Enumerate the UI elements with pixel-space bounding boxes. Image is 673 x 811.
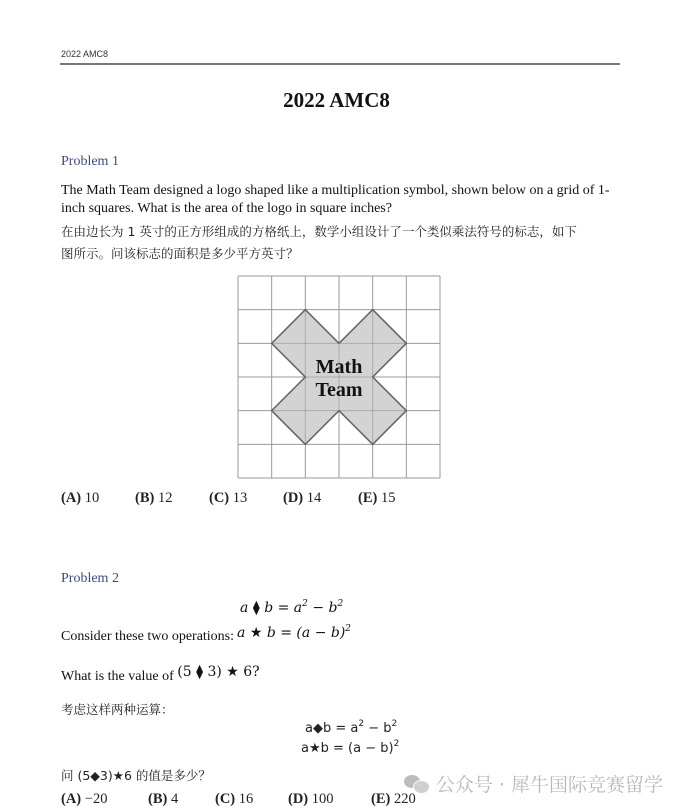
choice-b-value: 4 bbox=[170, 791, 179, 807]
choice-d[interactable] bbox=[283, 490, 358, 507]
question-expression: (5 ⧫ 3) ★ 6? bbox=[177, 664, 260, 680]
choice-a-label: (A) bbox=[61, 791, 82, 807]
op1-exp2: 2 bbox=[337, 599, 344, 609]
problem-1-text-zh-line2: 图所示。问该标志的面积是多少平方英寸？ bbox=[61, 246, 299, 261]
page-title: 2022 AMC8 bbox=[283, 88, 390, 112]
op1-a: a bbox=[240, 600, 249, 616]
choice-b[interactable] bbox=[135, 490, 209, 507]
choice-c[interactable] bbox=[209, 490, 283, 507]
choice-e-label: (E) bbox=[358, 490, 378, 506]
choice-b-label: (B) bbox=[135, 490, 155, 506]
choice-a[interactable] bbox=[61, 490, 135, 507]
zh-op1-tail: − b bbox=[364, 721, 392, 736]
choice-b-label: (B) bbox=[148, 791, 168, 807]
problem-1-text-en-line1: The Math Team designed a logo shaped like a multiplication symbol, shown below on a grid of 1- bbox=[61, 183, 610, 198]
problem-1-text-en bbox=[61, 182, 626, 218]
running-header: 2022 AMC8 bbox=[61, 49, 109, 59]
op2-a: a bbox=[237, 625, 246, 641]
op1-b: b bbox=[264, 600, 274, 616]
logo-text-math: Math bbox=[315, 356, 363, 378]
problem-1-choices bbox=[61, 490, 395, 507]
problem-2-heading: Problem 2 bbox=[61, 571, 119, 586]
zh-op1-main: a◆b = a bbox=[305, 721, 359, 736]
choice-b[interactable] bbox=[148, 791, 215, 808]
zh-op2-main: a★b = (a − b) bbox=[301, 741, 394, 756]
operation-star bbox=[237, 625, 351, 641]
choice-a-value: 10 bbox=[84, 490, 100, 506]
choice-b-value: 12 bbox=[157, 490, 173, 506]
header-rule bbox=[60, 63, 620, 65]
choice-e[interactable] bbox=[358, 490, 395, 507]
question-prefix: What is the value of bbox=[61, 669, 174, 684]
star-symbol: ★ bbox=[249, 625, 263, 641]
wechat-icon bbox=[404, 774, 430, 794]
choice-a-label: (A) bbox=[61, 490, 82, 506]
zh-op1 bbox=[305, 721, 397, 736]
choice-e-value: 220 bbox=[393, 791, 416, 807]
zh-op1-exp: 2 bbox=[358, 719, 365, 729]
op1-minus: − b bbox=[307, 600, 338, 616]
op2-rhs: = (a − b) bbox=[280, 625, 346, 641]
choice-c[interactable] bbox=[215, 791, 288, 808]
logo-grid-figure bbox=[236, 274, 442, 480]
op2-b: b bbox=[266, 625, 276, 641]
zh-consider: 考虑这样两种运算： bbox=[61, 702, 174, 717]
choice-d-label: (D) bbox=[283, 490, 304, 506]
watermark bbox=[404, 770, 663, 797]
choice-e-value: 15 bbox=[380, 490, 396, 506]
op1-rhs: = a bbox=[277, 600, 303, 616]
problem-1-text-zh bbox=[61, 221, 626, 265]
problem-1-text-zh-line1: 在由边长为 1 英寸的正方形组成的方格纸上，数学小组设计了一个类似乘法符号的标志，如下 bbox=[61, 224, 577, 239]
problem-1-heading: Problem 1 bbox=[61, 154, 119, 169]
problem-2-choices bbox=[61, 791, 416, 808]
choice-d-label: (D) bbox=[288, 791, 309, 807]
choice-c-value: 13 bbox=[232, 490, 248, 506]
question-en bbox=[61, 664, 260, 685]
op2-exp: 2 bbox=[345, 624, 352, 634]
zh-op2 bbox=[301, 741, 399, 756]
choice-a[interactable] bbox=[61, 791, 148, 808]
choice-e-label: (E) bbox=[371, 791, 391, 807]
watermark-text: 公众号 · 犀牛国际竞赛留学 bbox=[435, 774, 663, 796]
op1-exp: 2 bbox=[302, 599, 308, 609]
logo-text-team: Team bbox=[315, 379, 363, 401]
choice-d-value: 100 bbox=[311, 791, 334, 807]
zh-question: 问 (5◆3)★6 的值是多少？ bbox=[61, 768, 211, 783]
operation-diamond bbox=[240, 600, 343, 616]
choice-d[interactable] bbox=[288, 791, 371, 808]
problem-1-text-en-line2: inch squares. What is the area of the logo in square inches? bbox=[61, 201, 392, 216]
diamond-symbol: ⧫ bbox=[252, 600, 260, 616]
zh-op1-exp2: 2 bbox=[391, 719, 398, 729]
choice-c-label: (C) bbox=[215, 791, 236, 807]
zh-op2-exp: 2 bbox=[393, 739, 400, 749]
choice-c-value: 16 bbox=[238, 791, 254, 807]
choice-c-label: (C) bbox=[209, 490, 230, 506]
consider-text: Consider these two operations: bbox=[61, 629, 235, 644]
choice-d-value: 14 bbox=[306, 490, 322, 506]
choice-a-value: −20 bbox=[84, 791, 108, 807]
